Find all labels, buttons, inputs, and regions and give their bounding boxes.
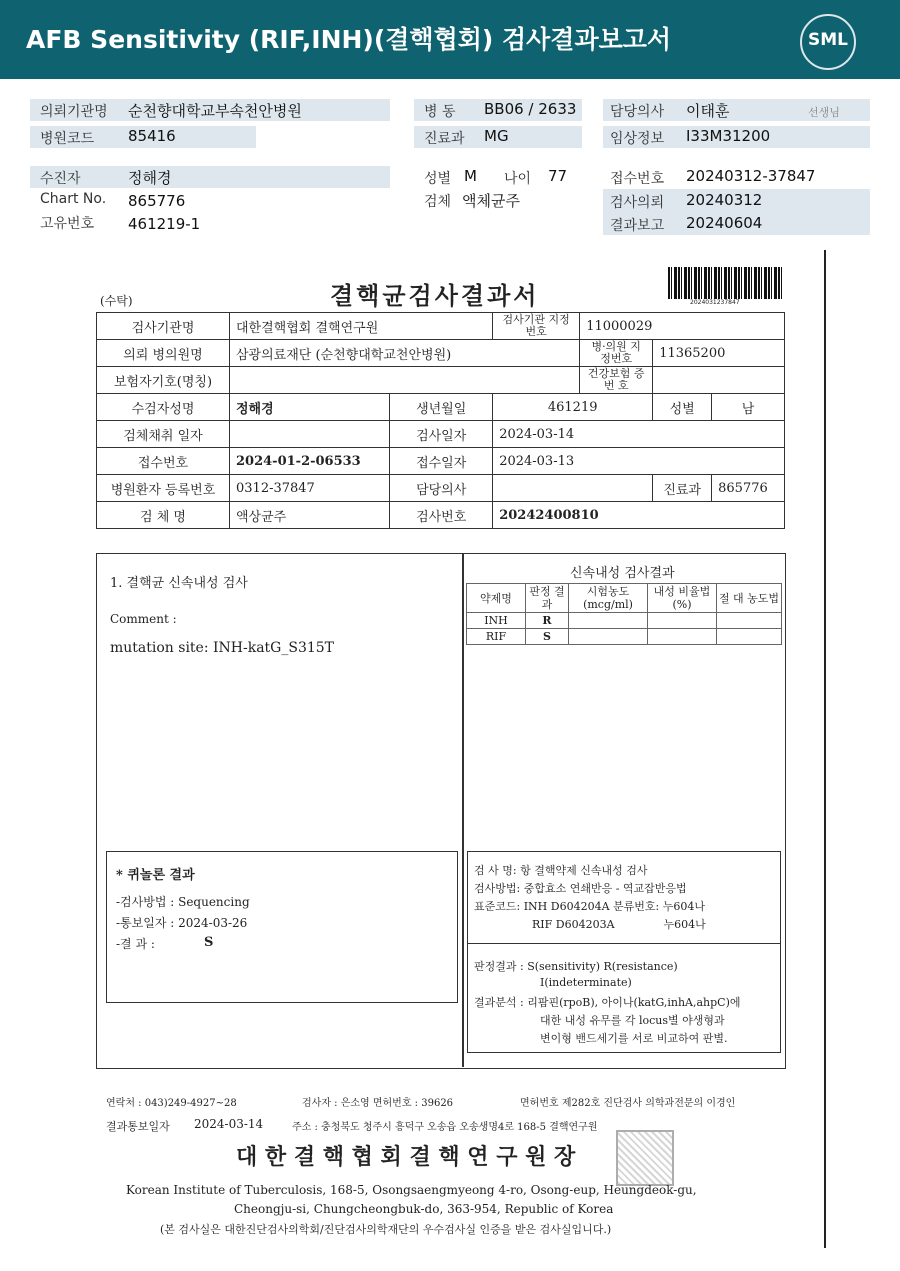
method-line-1: 검 사 명: 항 결핵약제 신속내성 검사 [474, 864, 648, 877]
report-date-label: 결과보고 [610, 218, 665, 234]
collect-value [230, 421, 390, 448]
barcode [668, 267, 784, 299]
sens-result: S [526, 629, 569, 645]
report-title: AFB Sensitivity (RIF,INH)(결핵협회) 검사결과보고서 [26, 25, 672, 54]
test-no-value: 20242400810 [493, 502, 785, 529]
birth-value: 461219 [493, 394, 653, 421]
patient-value: 정해경 [128, 169, 172, 187]
recv-date-label: 접수일자 [390, 448, 493, 475]
report-header [0, 0, 900, 79]
sens-row-rif [467, 629, 782, 645]
age-label: 나이 [504, 171, 532, 187]
ins-no-label: 건강보험 증 번 호 [580, 367, 653, 394]
sens-conc [569, 613, 648, 629]
sens-result: R [526, 613, 569, 629]
recv-no-label: 접수번호 [97, 448, 230, 475]
sens-ratio [648, 613, 717, 629]
sens-drug: INH [467, 613, 526, 629]
req-label: 의뢰 병의원명 [97, 340, 230, 367]
comment-label: Comment : [110, 612, 177, 626]
chart-label: Chart No. [40, 191, 107, 207]
specimen-label: 검체 [424, 194, 452, 210]
req-no-label: 병·의원 지정번호 [580, 340, 653, 367]
report-date-value: 20240604 [686, 214, 763, 232]
sensitivity-table [466, 583, 782, 645]
req-no-value: 11365200 [653, 340, 785, 367]
form-title: 결핵균검사결과서 [330, 281, 540, 310]
spec-value: 액상균주 [230, 502, 390, 529]
name-value: 정해경 [230, 394, 390, 421]
footer-notice-date: 2024-03-14 [194, 1117, 264, 1131]
method-line-9: 변이형 밴드세기를 서로 비교하여 판별. [540, 1032, 728, 1045]
age-value: 77 [548, 167, 568, 185]
footer-doctor: 면허번호 제282호 진단검사 의학과전문의 이경인 [520, 1098, 736, 1109]
recv-no-value: 2024-01-2-06533 [230, 448, 390, 475]
doctor-suffix: 선생님 [808, 106, 840, 119]
receipt-value: 20240312-37847 [686, 167, 816, 185]
form-dept-label: 진료과 [653, 475, 712, 502]
form-dept-value: 865776 [712, 475, 785, 502]
unique-value: 461219-1 [128, 215, 201, 233]
spec-label: 검 체 명 [97, 502, 230, 529]
req-org-label: 의뢰기관명 [40, 104, 108, 120]
quinolone-title: * 퀴놀론 결과 [116, 868, 195, 883]
req-value: 삼광의료재단 (순천향대학교천안병원) [230, 340, 580, 367]
birth-label: 생년월일 [390, 394, 493, 421]
quinolone-result: S [204, 935, 214, 950]
patient-label: 수진자 [40, 171, 81, 187]
req-date-value: 20240312 [686, 191, 763, 209]
doctor-label: 담당의사 [610, 104, 665, 120]
form-doctor-label: 담당의사 [390, 475, 493, 502]
receipt-label: 접수번호 [610, 171, 665, 187]
sens-conc [569, 629, 648, 645]
collect-label: 검체채취 일자 [97, 421, 230, 448]
sens-ratio [648, 629, 717, 645]
official-seal [616, 1130, 674, 1186]
method-line-5: 판정결과 : S(sensitivity) R(resistance) [474, 960, 678, 973]
hosp-code-label: 병원코드 [40, 131, 95, 147]
vertical-rule [824, 250, 826, 1248]
method-divider [467, 943, 780, 944]
ins-label: 보험자기호(명칭) [97, 367, 230, 394]
footer-notice-label: 결과통보일자 [106, 1120, 170, 1133]
req-org-value: 순천향대학교부속천안병원 [128, 102, 302, 120]
dept-label: 진료과 [424, 131, 465, 147]
mutation-site: mutation site: INH-katG_S315T [110, 640, 335, 656]
sens-header-absolute: 절 대 농도법 [717, 584, 782, 613]
method-line-6: I(indeterminate) [540, 976, 632, 989]
test-date-value: 2024-03-14 [493, 421, 785, 448]
method-line-8: 대한 내성 유무를 각 locus별 야생형과 [540, 1014, 725, 1027]
specimen-value: 액체균주 [462, 192, 520, 210]
sens-header-ratio: 내성 비율법(%) [648, 584, 717, 613]
footer-en-2: Cheongju-si, Chungcheongbuk-do, 363-954, Republic of Korea [234, 1202, 614, 1216]
ins-no-value [653, 367, 785, 394]
unique-label: 고유번호 [40, 216, 95, 232]
name-label: 수검자성명 [97, 394, 230, 421]
sens-absolute [717, 613, 782, 629]
quinolone-date: -통보일자 : 2024-03-26 [116, 916, 248, 930]
form-doctor-value [493, 475, 653, 502]
barcode-number: 2024031237847 [690, 299, 740, 306]
form-sex-value: 남 [712, 394, 785, 421]
dept-value: MG [484, 127, 509, 145]
footer-org: 대 한 결 핵 협 회 결 핵 연 구 원 장 [236, 1144, 576, 1170]
footer-en-1: Korean Institute of Tuberculosis, 168-5, Osongsaengmyeong 4-ro, Osong-eup, Heungdeok-gu, [126, 1183, 697, 1197]
sens-header-result: 판정 결과 [526, 584, 569, 613]
hosp-code-value: 85416 [128, 127, 176, 145]
org-no-label: 검사기관 지정번호 [493, 313, 580, 340]
reg-label: 병원환자 등록번호 [97, 475, 230, 502]
reg-value: 0312-37847 [230, 475, 390, 502]
sex-value: M [464, 167, 477, 185]
sens-absolute [717, 629, 782, 645]
chart-value: 865776 [128, 192, 186, 210]
method-line-2: 검사방법: 중합효소 연쇄반응 - 역교잡반응법 [474, 882, 687, 895]
quinolone-method: -검사방법 : Sequencing [116, 895, 250, 909]
method-line-7: 결과분석 : 리팜핀(rpoB), 아이나(katG,inhA,ahpC)에 [474, 996, 741, 1009]
test-date-label: 검사일자 [390, 421, 493, 448]
footer-address: 주소 : 충청북도 청주시 흥덕구 오송읍 오송생명4로 168-5 결핵연구원 [292, 1122, 598, 1133]
footer-contact: 연락처 : 043)249-4927~28 [106, 1098, 237, 1109]
sml-logo: SML [800, 14, 856, 70]
quinolone-result-label: -결 과 : [116, 937, 155, 951]
form-sex-label: 성별 [653, 394, 712, 421]
method-line-4: RIF D604203A 누604나 [532, 918, 706, 931]
clinical-value: I33M31200 [686, 127, 771, 145]
patient-bar [30, 166, 390, 188]
doctor-value: 이태훈 [686, 102, 730, 120]
sens-header-conc: 시험농도 (mcg/ml) [569, 584, 648, 613]
sens-title: 신속내성 검사결과 [570, 566, 675, 581]
rapid-test-heading: 1. 결핵균 신속내성 검사 [110, 576, 248, 591]
recv-date-value: 2024-03-13 [493, 448, 785, 475]
ins-value [230, 367, 580, 394]
results-divider [462, 553, 464, 1067]
sens-drug: RIF [467, 629, 526, 645]
org-label: 검사기관명 [97, 313, 230, 340]
footer-tester: 검사자 : 은소영 면허번호 : 39626 [302, 1098, 454, 1109]
sens-header-drug: 약제명 [467, 584, 526, 613]
req-date-label: 검사의뢰 [610, 195, 665, 211]
form-info-table [96, 312, 785, 529]
ward-value: BB06 / 2633 [484, 100, 577, 118]
clinical-label: 임상정보 [610, 131, 665, 147]
form-tag: (수탁) [100, 294, 133, 308]
org-value: 대한결핵협회 결핵연구원 [230, 313, 493, 340]
test-no-label: 검사번호 [390, 502, 493, 529]
ward-label: 병 동 [424, 104, 456, 120]
org-no-value: 11000029 [580, 313, 785, 340]
footer-cert: (본 검사실은 대한진단검사의학회/진단검사의학재단의 우수검사실 인증을 받은 검사실입니다.) [160, 1223, 612, 1236]
sens-row-inh [467, 613, 782, 629]
sex-label: 성별 [424, 171, 452, 187]
method-line-3: 표준코드: INH D604204A 분류번호: 누604나 [474, 900, 705, 913]
